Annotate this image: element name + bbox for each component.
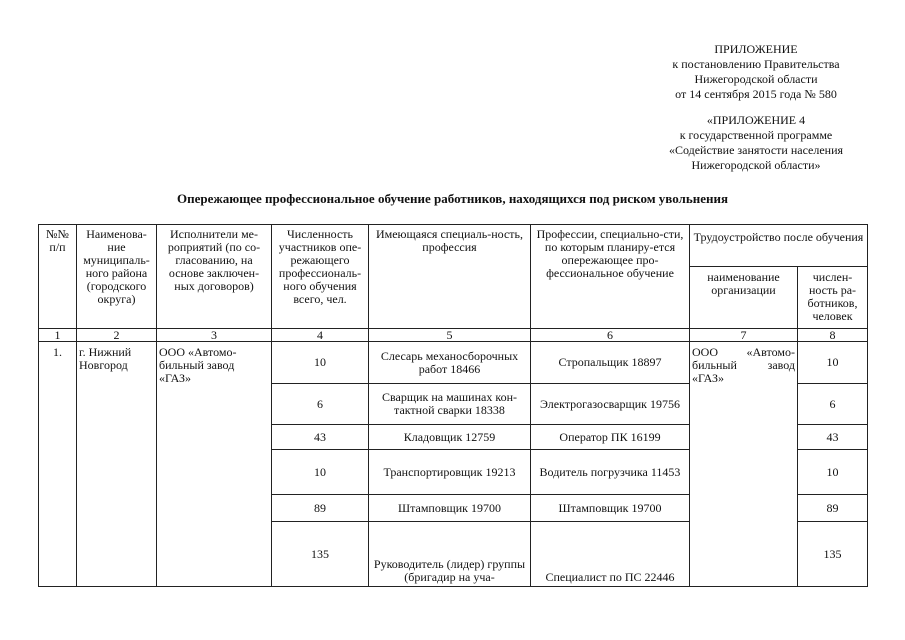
specialty-cell: Руководитель (лидер) группы (бригадир на уча- xyxy=(369,522,531,587)
profession-cell: Водитель погрузчика 11453 xyxy=(531,450,690,495)
header-num: №№ п/п xyxy=(39,225,77,329)
header-line: к постановлению Правительства xyxy=(672,57,840,71)
header-specialty: Имеющаяся специаль-ность, профессия xyxy=(369,225,531,329)
municipality-cell: г. Нижний Новгород xyxy=(77,342,157,587)
header-line: Нижегородской области xyxy=(694,72,818,86)
header-municipality: Наименова-ние муниципаль-ного района (городского округа) xyxy=(77,225,157,329)
document-title: Опережающее профессиональное обучение работников, находящихся под риском увольнения xyxy=(176,191,728,206)
specialty-cell: Сварщик на машинах кон-тактной сварки 18338 xyxy=(369,384,531,425)
profession-cell: Специалист по ПС 22446 xyxy=(531,522,690,587)
count-cell: 135 xyxy=(798,522,868,587)
specialty-cell: Слесарь механосборочных работ 18466 xyxy=(369,342,531,384)
count-cell: 10 xyxy=(798,342,868,384)
column-number: 8 xyxy=(798,329,868,342)
profession-cell: Штамповщик 19700 xyxy=(531,495,690,522)
header-line: ПРИЛОЖЕНИЕ xyxy=(714,42,798,56)
table-row xyxy=(39,342,868,384)
column-number: 3 xyxy=(157,329,272,342)
executor-cell: ООО «Автомо-бильный завод «ГАЗ» xyxy=(157,342,272,587)
specialty-cell: Кладовщик 12759 xyxy=(369,425,531,450)
profession-cell: Оператор ПК 16199 xyxy=(531,425,690,450)
participants-cell: 89 xyxy=(272,495,369,522)
column-numbers-row xyxy=(39,329,868,342)
column-number: 4 xyxy=(272,329,369,342)
header-line: к государственной программе xyxy=(679,128,833,142)
participants-cell: 10 xyxy=(272,342,369,384)
column-number: 1 xyxy=(39,329,77,342)
header-count: числен-ность ра-ботников, человек xyxy=(798,267,868,329)
participants-cell: 10 xyxy=(272,450,369,495)
column-number: 7 xyxy=(690,329,798,342)
count-cell: 10 xyxy=(798,450,868,495)
header-line: Нижегородской области» xyxy=(691,158,821,172)
column-number: 6 xyxy=(531,329,690,342)
profession-cell: Стропальщик 18897 xyxy=(531,342,690,384)
count-cell: 6 xyxy=(798,384,868,425)
specialty-cell: Транспортировщик 19213 xyxy=(369,450,531,495)
count-cell: 89 xyxy=(798,495,868,522)
header-line: «Содействие занятости населения xyxy=(668,143,844,157)
specialty-cell: Штамповщик 19700 xyxy=(369,495,531,522)
count-cell: 43 xyxy=(798,425,868,450)
row-number: 1. xyxy=(39,342,77,587)
employer-name: ООО «Автомо-бильный завод «ГАЗ» xyxy=(692,345,795,385)
header-line: от 14 сентября 2015 года № 580 xyxy=(675,87,837,101)
header-approval-block xyxy=(640,42,872,102)
training-table xyxy=(38,224,868,587)
header-org-name: наименование организации xyxy=(690,267,798,329)
profession-cell: Электрогазосварщик 19756 xyxy=(531,384,690,425)
header-participants: Численность участников опе-режающего профессиональ-ного обучения всего, чел. xyxy=(272,225,369,329)
header-employment: Трудоустройство после обучения xyxy=(690,225,868,267)
column-number: 5 xyxy=(369,329,531,342)
participants-cell: 6 xyxy=(272,384,369,425)
header-executors: Исполнители ме-роприятий (по со-гласованию, на основе заключен-ных договоров) xyxy=(157,225,272,329)
header-professions: Профессии, специально-сти, по которым планиру-ется опережающее про-фессиональное обучение xyxy=(531,225,690,329)
participants-cell: 43 xyxy=(272,425,369,450)
participants-cell: 135 xyxy=(272,522,369,587)
header-program-block xyxy=(640,113,872,173)
header-line: «ПРИЛОЖЕНИЕ 4 xyxy=(706,113,806,127)
employer-cell xyxy=(690,342,798,587)
column-number: 2 xyxy=(77,329,157,342)
